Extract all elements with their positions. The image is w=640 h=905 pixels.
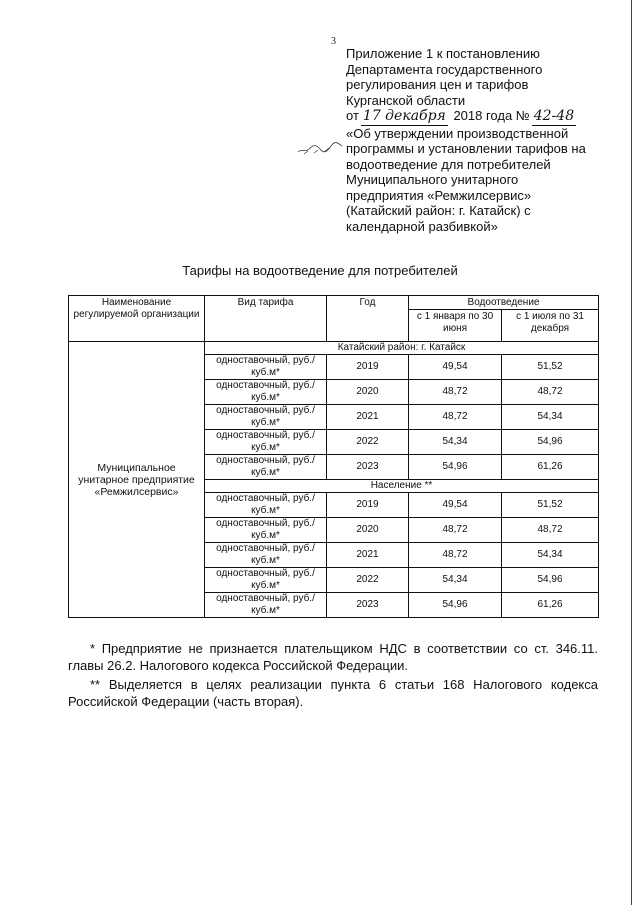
page-edge-line [631,0,632,905]
year-cell: 2019 [327,493,409,518]
footnotes [68,640,598,710]
tariff-type-cell: одноставочный, руб./куб.м* [205,380,327,405]
tariff-type-cell: одноставочный, руб./куб.м* [205,405,327,430]
signature-scribble-icon [296,140,344,156]
header-period-1: с 1 января по 30 июня [409,310,502,342]
header-period-2: с 1 июля по 31 декабря [502,310,599,342]
year-cell: 2021 [327,543,409,568]
h2-value-cell: 54,34 [502,405,599,430]
tariff-type-cell: одноставочный, руб./куб.м* [205,568,327,593]
tariff-table [68,295,599,618]
footnote-vat: * Предприятие не признается плательщиком НДС в соответствии со ст. 346.11. главы 26.2. Налогового кодекса Российской Федерации. [68,641,598,673]
h1-value-cell: 54,34 [409,430,502,455]
date-blank [361,108,448,126]
h2-value-cell: 51,52 [502,493,599,518]
h1-value-cell: 54,96 [409,455,502,480]
footnote-population: ** Выделяется в целях реализации пункта 6 статьи 168 Налогового кодекса Российской Федерации (часть вторая). [68,677,598,709]
h2-value-cell: 48,72 [502,380,599,405]
h2-value-cell: 51,52 [502,355,599,380]
table-title: Тарифы на водоотведение для потребителей [182,263,458,278]
subject-line: «Об утверждении производственной [346,125,569,141]
tariff-type-cell: одноставочный, руб./куб.м* [205,543,327,568]
h1-value-cell: 54,96 [409,593,502,618]
tariff-type-cell: одноставочный, руб./куб.м* [205,593,327,618]
h1-value-cell: 48,72 [409,380,502,405]
year-cell: 2021 [327,405,409,430]
tariff-type-cell: одноставочный, руб./куб.м* [205,455,327,480]
subject-line: водоотведение для потребителей [346,156,551,172]
header-year: Год [327,296,409,342]
section-title: Население ** [205,480,599,493]
appendix-line: Департамента государственного [346,61,543,77]
organization-name: Муниципальное унитарное предприятие «Ремжилсервис» [69,342,205,618]
h1-value-cell: 49,54 [409,493,502,518]
h1-value-cell: 48,72 [409,543,502,568]
handwritten-date: 17 декабря [362,108,446,124]
header-org: Наименование регулируемой организации [69,296,205,342]
appendix-header [346,46,616,234]
h2-value-cell: 61,26 [502,593,599,618]
year-cell: 2022 [327,568,409,593]
h2-value-cell: 54,96 [502,568,599,593]
tariff-type-cell: одноставочный, руб./куб.м* [205,355,327,380]
h2-value-cell: 54,34 [502,543,599,568]
h2-value-cell: 61,26 [502,455,599,480]
subject-line: предприятия «Ремжилсервис» [346,187,532,203]
appendix-line: Приложение 1 к постановлению [346,46,540,61]
h1-value-cell: 49,54 [409,355,502,380]
tariff-type-cell: одноставочный, руб./куб.м* [205,518,327,543]
subject-line: Муниципального унитарного [346,172,519,187]
appendix-line: Курганской области [346,92,466,108]
date-prefix: от [346,108,359,123]
h1-value-cell: 48,72 [409,518,502,543]
appendix-line: регулирования цен и тарифов [346,77,529,92]
h2-value-cell: 54,96 [502,430,599,455]
subject-line: календарной разбивкой» [346,218,498,234]
handwritten-number: 42-48 [533,108,575,124]
year-cell: 2022 [327,430,409,455]
year-cell: 2020 [327,518,409,543]
header-service: Водоотведение [409,296,599,310]
year-cell: 2020 [327,380,409,405]
year-cell: 2019 [327,355,409,380]
page-number: 3 [331,36,336,47]
section-title: Катайский район: г. Катайск [205,342,599,355]
h2-value-cell: 48,72 [502,518,599,543]
tariff-type-cell: одноставочный, руб./куб.м* [205,493,327,518]
year-cell: 2023 [327,593,409,618]
year-cell: 2023 [327,455,409,480]
header-tariff-type: Вид тарифа [205,296,327,342]
h1-value-cell: 54,34 [409,568,502,593]
h1-value-cell: 48,72 [409,405,502,430]
tariff-type-cell: одноставочный, руб./куб.м* [205,430,327,455]
date-year: 2018 года № [453,108,530,123]
resolution-date-line [346,108,616,126]
number-blank [532,108,576,126]
subject-line: программы и установлении тарифов на [346,141,586,156]
subject-line: (Катайский район: г. Катайск) с [346,203,531,218]
